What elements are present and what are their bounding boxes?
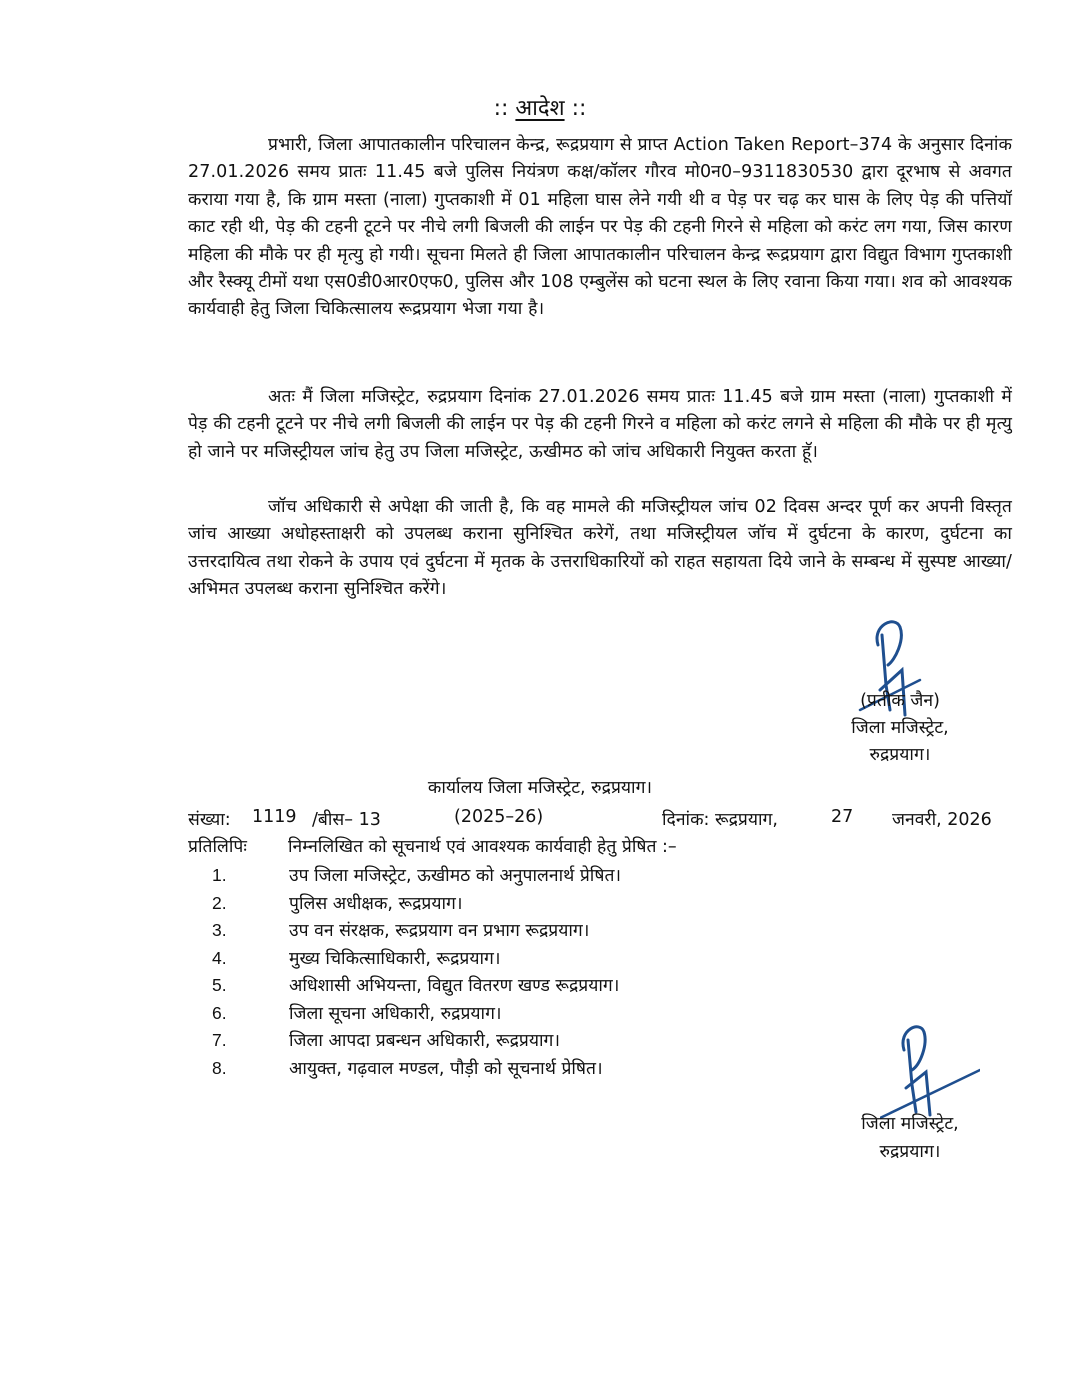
paragraph-instructions <box>188 494 1012 604</box>
reference-number: 1119 <box>252 807 297 827</box>
list-item <box>212 862 621 890</box>
heading-prefix: :: <box>493 96 509 121</box>
paragraph-instructions-text: जॉच अधिकारी से अपेक्षा की जाती है, कि वह मामले की मजिस्ट्रीयल जांच 02 दिवस अन्दर पूर्ण कर अपनी विस्तृत जांच आख्या अधोहस्ताक्षरी को उपलब्ध कराना सुनिश्चित करेगें, तथा मजिस्ट्रीयल जॉच में दुर्घटना के कारण, दुर्घटना का उत्तरदायित्व तथा रोकने के उपाय एवं दुर्घटना में मृतक के उत्तराधिकारियों को राहत सहायता दिये जाने के सम्बन्ध में सुस्पष्ट आख्या/अभिमत उपलब्ध कराना सुनिश्चित करेंगे। <box>188 497 1012 600</box>
list-item-text: मुख्य चिकित्साधिकारी, रूद्रप्रयाग। <box>289 948 501 969</box>
reference-number-label: संख्या: <box>188 810 231 830</box>
signatory-place: रुद्रप्रयाग। <box>869 745 931 765</box>
list-item <box>212 972 621 1000</box>
list-item-text: पुलिस अधीक्षक, रूद्रप्रयाग। <box>289 893 463 914</box>
list-item-number: 4. <box>212 947 227 968</box>
list-item-text: आयुक्त, गढ़वाल मण्डल, पौड़ी को सूचनार्थ प्रेषित। <box>289 1058 603 1079</box>
office-line: कार्यालय जिला मजिस्ट्रेट, रुद्रप्रयाग। <box>427 778 653 798</box>
paragraph-report <box>188 132 1012 324</box>
paragraph-appointment-text: अतः मैं जिला मजिस्ट्रेट, रुद्रप्रयाग दिनांक 27.01.2026 समय प्रातः 11.45 बजे ग्राम मस्ता (नाला) गुप्तकाशी में पेड़ की टहनी टूटने पर नीचे लगी बिजली की लाईन पर पेड़ की टहनी गिरने व महिला को करंट लगने से महिला की मौके पर ही मृत्यु हो जाने पर मजिस्ट्रीयल जांच हेतु उप जिला मजिस्ट्रेट, ऊखीमठ को जांच अधिकारी नियुक्त करता हूॅ। <box>188 387 1012 462</box>
list-item-number: 7. <box>212 1030 227 1050</box>
signatory-designation: जिला मजिस्ट्रेट, <box>851 718 949 738</box>
list-item <box>212 945 621 973</box>
signatory-place: रुद्रप्रयाग। <box>879 1142 941 1162</box>
signature-icon <box>880 1020 980 1120</box>
list-item-number: 2. <box>212 892 227 913</box>
copy-to-header <box>188 834 677 858</box>
copy-to-list <box>212 862 621 1082</box>
copy-to-label: प्रतिलिपिः <box>188 837 247 857</box>
list-item-number: 3. <box>212 920 227 940</box>
list-item <box>212 1000 621 1028</box>
list-item-text: जिला आपदा प्रबन्धन अधिकारी, रूद्रप्रयाग। <box>289 1031 560 1051</box>
list-item <box>212 917 621 945</box>
list-item-number: 6. <box>212 1002 227 1023</box>
list-item <box>212 890 621 918</box>
reference-year: (2025–26) <box>454 807 544 827</box>
list-item-text: जिला सूचना अधिकारी, रुद्रप्रयाग। <box>289 1003 502 1024</box>
document-heading <box>0 92 1080 122</box>
list-item-number: 8. <box>212 1057 227 1078</box>
list-item-number: 1. <box>212 865 227 885</box>
paragraph-report-text: प्रभारी, जिला आपातकालीन परिचालन केन्द्र, रूद्रप्रयाग से प्राप्त Action Taken Report–374 के अनुसार दिनांक 27.01.2026 समय प्रातः 11.45 बजे पुलिस नियंत्रण कक्ष/कॉलर गौरव मो0न0–9311830530 द्वारा दूरभाष से अवगत कराया गया है, कि ग्राम मस्ता (नाला) गुप्तकाशी में 01 महिला घास लेने गयी थी व पेड़ पर चढ़ कर घास के लिए पेड़ की पत्तियॉ काट रही थी, पेड़ की टहनी टूटने पर नीचे लगी बिजली की लाईन पर पेड़ की टहनी गिरने से महिला को करंट लग गया, जिस कारण महिला की मौके पर ही मृत्यु हो गयी। सूचना मिलते ही जिला आपातकालीन परिचालन केन्द्र रूद्रप्रयाग द्वारा विद्युत विभाग गुप्तकाशी और रैस्क्यू टीमों यथा एस0डी0आर0एफ0, पुलिस और 108 एम्बुलेंस को घटना स्थल के लिए रवाना किया गया। शव को आवश्यक कार्यवाही हेतु जिला चिकित्सालय रूद्रप्रयाग भेजा गया है। <box>188 135 1012 320</box>
signature-block-secondary <box>830 1110 990 1166</box>
heading-suffix: :: <box>571 96 587 121</box>
reference-date-label: दिनांक: रूद्रप्रयाग, <box>662 810 778 830</box>
signatory-designation: जिला मजिस्ट्रेट, <box>861 1114 959 1134</box>
reference-month-year: जनवरी, 2026 <box>892 810 992 830</box>
reference-day: 27 <box>831 807 854 827</box>
list-item-text: उप जिला मजिस्ट्रेट, ऊखीमठ को अनुपालनार्थ प्रेषित। <box>289 866 622 886</box>
list-item-number: 5. <box>212 975 227 995</box>
copy-to-intro: निम्नलिखित को सूचनार्थ एवं आवश्यक कार्यवाही हेतु प्रेषित :– <box>288 837 677 857</box>
list-item-text: अधिशासी अभियन्ता, विद्युत वितरण खण्ड रूद्रप्रयाग। <box>289 976 620 996</box>
list-item <box>212 1027 621 1055</box>
paragraph-appointment <box>188 384 1012 466</box>
signatory-name: (प्रतीक जैन) <box>860 691 940 711</box>
list-item <box>212 1055 621 1083</box>
list-item-text: उप वन संरक्षक, रूद्रप्रयाग वन प्रभाग रूद्रप्रयाग। <box>289 921 590 941</box>
reference-file-code: /बीस– 13 <box>312 810 381 830</box>
heading-title: आदेश <box>515 96 565 121</box>
signature-block-primary <box>800 688 1000 769</box>
